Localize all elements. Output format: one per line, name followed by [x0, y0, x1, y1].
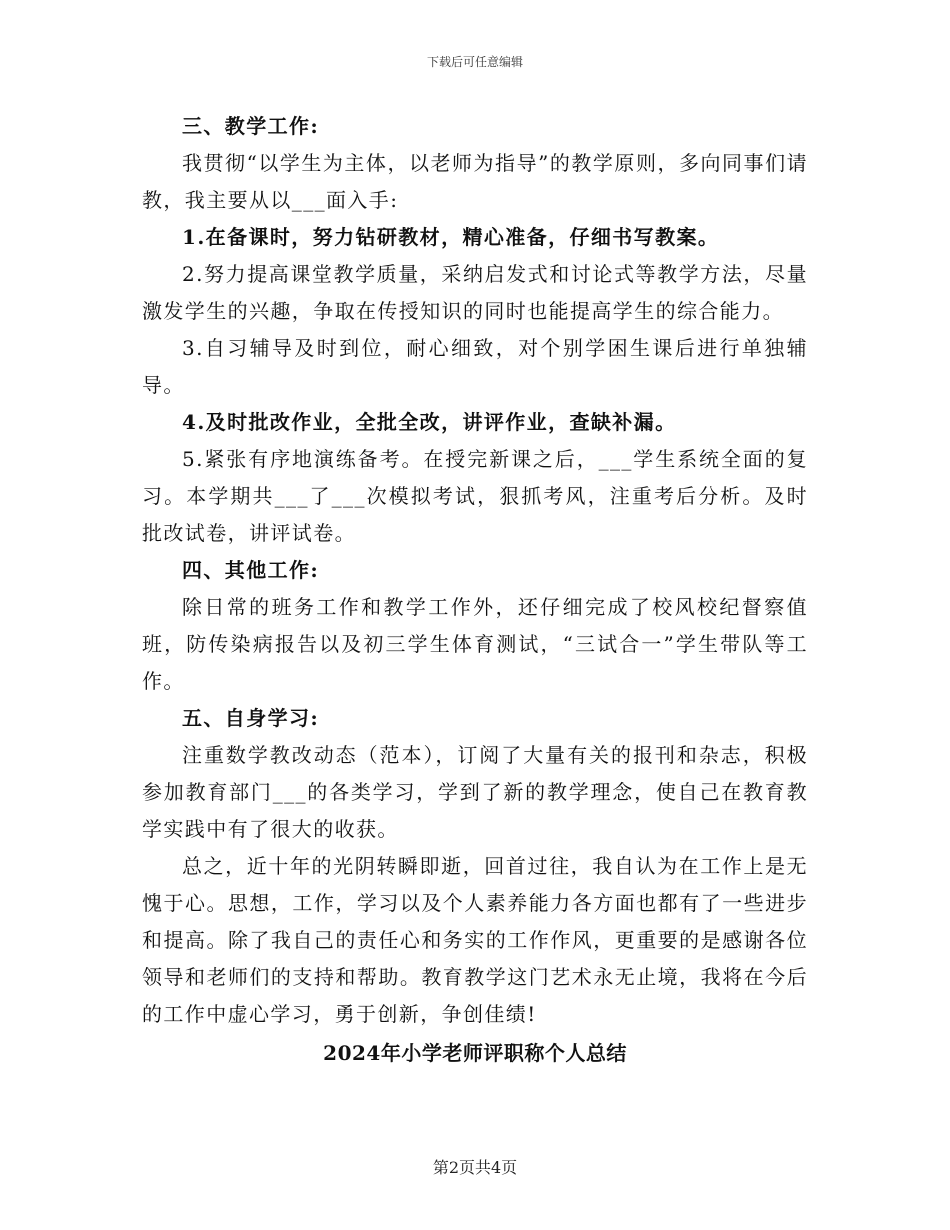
document-title: 2024年小学老师评职称个人总结 [323, 1041, 627, 1065]
paragraph-other-work: 除日常的班务工作和教学工作外，还仔细完成了校风校纪督察值班，防传染病报告以及初三学生体育测试，“三试合一”学生带队等工作。 [142, 595, 808, 693]
section-heading-other-work: 四、其他工作: [182, 558, 320, 582]
list-item-tutoring: 3.自习辅导及时到位，耐心细致，对个别学困生课后进行单独辅导。 [142, 336, 808, 397]
list-item-lesson-prep: 1.在备课时，努力钻研教材，精心准备，仔细书写教案。 [182, 225, 720, 249]
paragraph-conclusion: 总之，近十年的光阴转瞬即逝，回首过往，我自认为在工作上是无愧于心。思想，工作，学习以及个人素养能力各方面也都有了一些进步和提高。除了我自己的责任心和务实的工作作风，更重要的是感谢各位领导和老师们的支持和帮助。教育教学这门艺术永无止境，我将在今后的工作中虚心学习，勇于创新，争创佳绩! [142, 854, 808, 1026]
header-note: 下载后可任意编辑 [426, 55, 523, 69]
section-heading-teaching: 三、教学工作: [182, 114, 320, 138]
list-item-exam-prep: 5.紧张有序地演练备考。在授完新课之后，___学生系统全面的复习。本学期共___了___次模拟考试，狠抓考风，注重考后分析。及时批改试卷，讲评试卷。 [142, 447, 808, 545]
list-item-classroom-quality: 2.努力提高课堂教学质量，采纳启发式和讨论式等教学方法，尽量激发学生的兴趣，争取在传授知识的同时也能提高学生的综合能力。 [142, 262, 808, 323]
paragraph-teaching-principle: 我贯彻“以学生为主体，以老师为指导”的教学原则，多向同事们请教，我主要从以___面入手: [142, 151, 808, 212]
document-body [142, 108, 808, 1033]
page-number: 第2页共4页 [432, 1158, 518, 1177]
list-item-homework: 4.及时批改作业，全批全改，讲评作业，查缺补漏。 [182, 410, 677, 434]
section-heading-self-study: 五、自身学习: [182, 706, 320, 730]
paragraph-self-study: 注重数学教改动态（范本），订阅了大量有关的报刊和杂志，积极参加教育部门___的各类学习，学到了新的教学理念，使自己在教育教学实践中有了很大的收获。 [142, 743, 808, 841]
